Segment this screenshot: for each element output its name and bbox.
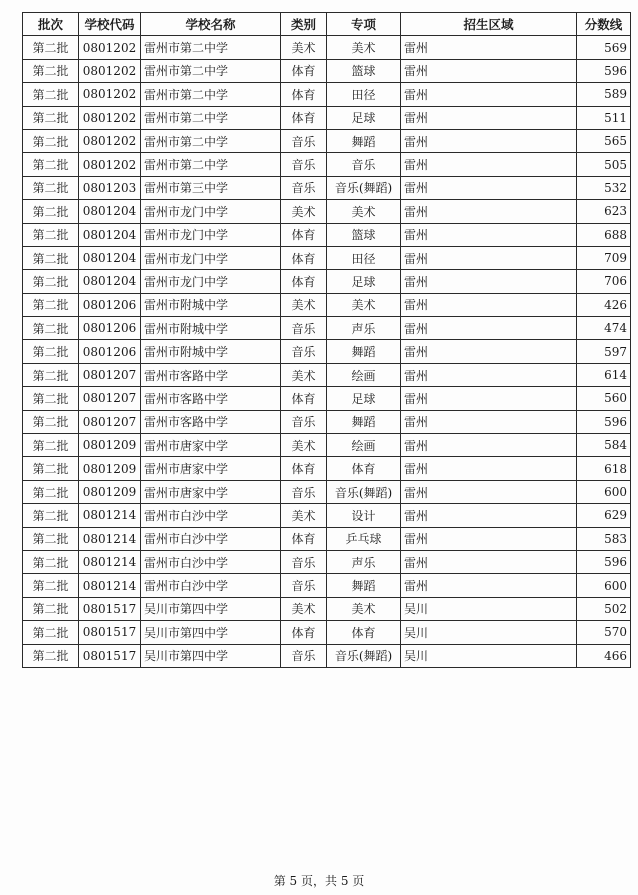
- cell-school-code: 0801209: [79, 480, 141, 503]
- cell-category: 音乐: [281, 550, 327, 573]
- table-row: [23, 574, 631, 597]
- cell-specialty: 篮球: [327, 223, 401, 246]
- cell-specialty: 体育: [327, 457, 401, 480]
- cell-school-code: 0801202: [79, 129, 141, 152]
- cell-school-code: 0801202: [79, 59, 141, 82]
- cell-specialty: 绘画: [327, 363, 401, 386]
- cell-batch: 第二批: [23, 59, 79, 82]
- table-row: [23, 129, 631, 152]
- cell-school-name: 雷州市唐家中学: [141, 434, 281, 457]
- table-row: [23, 317, 631, 340]
- table-row: [23, 176, 631, 199]
- cell-score-line: 596: [577, 550, 631, 573]
- cell-category: 音乐: [281, 153, 327, 176]
- table-row: [23, 200, 631, 223]
- cell-school-name: 雷州市龙门中学: [141, 270, 281, 293]
- cell-specialty: 体育: [327, 621, 401, 644]
- cell-school-name: 雷州市龙门中学: [141, 223, 281, 246]
- table-row: [23, 106, 631, 129]
- cell-school-name: 雷州市第二中学: [141, 129, 281, 152]
- cell-score-line: 474: [577, 317, 631, 340]
- cell-school-code: 0801204: [79, 270, 141, 293]
- cell-score-line: 584: [577, 434, 631, 457]
- cell-category: 体育: [281, 457, 327, 480]
- cell-enrollment-region: 吴川: [401, 597, 577, 620]
- cell-batch: 第二批: [23, 550, 79, 573]
- cell-batch: 第二批: [23, 387, 79, 410]
- cell-school-code: 0801206: [79, 340, 141, 363]
- cell-school-name: 雷州市白沙中学: [141, 527, 281, 550]
- cell-school-name: 雷州市白沙中学: [141, 574, 281, 597]
- header-school-name: 学校名称: [141, 13, 281, 36]
- cell-category: 美术: [281, 597, 327, 620]
- cell-batch: 第二批: [23, 434, 79, 457]
- table-row: [23, 153, 631, 176]
- cell-enrollment-region: 雷州: [401, 246, 577, 269]
- cell-school-name: 雷州市唐家中学: [141, 480, 281, 503]
- cell-enrollment-region: 雷州: [401, 223, 577, 246]
- cell-category: 美术: [281, 293, 327, 316]
- cell-category: 体育: [281, 270, 327, 293]
- cell-score-line: 502: [577, 597, 631, 620]
- cell-enrollment-region: 雷州: [401, 293, 577, 316]
- header-score-line: 分数线: [577, 13, 631, 36]
- cell-batch: 第二批: [23, 153, 79, 176]
- cell-score-line: 596: [577, 410, 631, 433]
- cell-category: 音乐: [281, 317, 327, 340]
- table-row: [23, 270, 631, 293]
- cell-school-name: 雷州市唐家中学: [141, 457, 281, 480]
- table-row: [23, 410, 631, 433]
- cell-specialty: 舞蹈: [327, 129, 401, 152]
- cell-specialty: 田径: [327, 83, 401, 106]
- cell-specialty: 声乐: [327, 550, 401, 573]
- table-row: [23, 363, 631, 386]
- cell-score-line: 583: [577, 527, 631, 550]
- table-row: [23, 527, 631, 550]
- cell-school-name: 雷州市第二中学: [141, 83, 281, 106]
- cell-category: 体育: [281, 59, 327, 82]
- cell-category: 体育: [281, 83, 327, 106]
- cell-score-line: 709: [577, 246, 631, 269]
- cell-category: 美术: [281, 36, 327, 59]
- cell-batch: 第二批: [23, 340, 79, 363]
- cell-school-name: 吴川市第四中学: [141, 621, 281, 644]
- table-row: [23, 36, 631, 59]
- cell-score-line: 560: [577, 387, 631, 410]
- cell-category: 美术: [281, 200, 327, 223]
- cell-enrollment-region: 雷州: [401, 36, 577, 59]
- cell-school-code: 0801517: [79, 597, 141, 620]
- cell-specialty: 美术: [327, 200, 401, 223]
- cell-school-name: 吴川市第四中学: [141, 644, 281, 667]
- header-specialty: 专项: [327, 13, 401, 36]
- cell-batch: 第二批: [23, 106, 79, 129]
- table-row: [23, 293, 631, 316]
- cell-batch: 第二批: [23, 83, 79, 106]
- cell-enrollment-region: 雷州: [401, 480, 577, 503]
- cell-enrollment-region: 雷州: [401, 410, 577, 433]
- cell-school-code: 0801207: [79, 410, 141, 433]
- cell-enrollment-region: 雷州: [401, 504, 577, 527]
- cell-school-name: 雷州市第二中学: [141, 153, 281, 176]
- cell-batch: 第二批: [23, 246, 79, 269]
- cell-score-line: 532: [577, 176, 631, 199]
- cell-score-line: 597: [577, 340, 631, 363]
- cell-enrollment-region: 雷州: [401, 176, 577, 199]
- table-row: [23, 644, 631, 667]
- cell-score-line: 426: [577, 293, 631, 316]
- cell-batch: 第二批: [23, 527, 79, 550]
- cell-batch: 第二批: [23, 480, 79, 503]
- cell-score-line: 589: [577, 83, 631, 106]
- table-row: [23, 340, 631, 363]
- table-body: [23, 36, 631, 668]
- cell-enrollment-region: 雷州: [401, 270, 577, 293]
- cell-enrollment-region: 雷州: [401, 129, 577, 152]
- cell-score-line: 505: [577, 153, 631, 176]
- cell-school-name: 雷州市白沙中学: [141, 504, 281, 527]
- cell-category: 音乐: [281, 176, 327, 199]
- cell-enrollment-region: 雷州: [401, 200, 577, 223]
- cell-enrollment-region: 雷州: [401, 59, 577, 82]
- cell-category: 音乐: [281, 410, 327, 433]
- cell-school-name: 雷州市客路中学: [141, 363, 281, 386]
- cell-school-code: 0801204: [79, 223, 141, 246]
- cell-specialty: 美术: [327, 597, 401, 620]
- cell-score-line: 466: [577, 644, 631, 667]
- cell-enrollment-region: 吴川: [401, 621, 577, 644]
- cell-specialty: 美术: [327, 36, 401, 59]
- cell-enrollment-region: 雷州: [401, 317, 577, 340]
- table-row: [23, 83, 631, 106]
- cell-enrollment-region: 雷州: [401, 363, 577, 386]
- admission-score-table: [22, 12, 631, 668]
- cell-category: 体育: [281, 387, 327, 410]
- cell-school-code: 0801206: [79, 317, 141, 340]
- cell-specialty: 田径: [327, 246, 401, 269]
- cell-school-code: 0801214: [79, 527, 141, 550]
- cell-school-code: 0801209: [79, 434, 141, 457]
- cell-school-name: 雷州市龙门中学: [141, 246, 281, 269]
- cell-category: 体育: [281, 246, 327, 269]
- cell-school-code: 0801517: [79, 644, 141, 667]
- cell-school-code: 0801214: [79, 574, 141, 597]
- cell-enrollment-region: 雷州: [401, 434, 577, 457]
- cell-school-name: 雷州市第二中学: [141, 106, 281, 129]
- table-row: [23, 597, 631, 620]
- cell-score-line: 565: [577, 129, 631, 152]
- cell-batch: 第二批: [23, 270, 79, 293]
- cell-category: 体育: [281, 527, 327, 550]
- cell-score-line: 706: [577, 270, 631, 293]
- cell-score-line: 618: [577, 457, 631, 480]
- table-row: [23, 504, 631, 527]
- cell-category: 美术: [281, 504, 327, 527]
- cell-score-line: 596: [577, 59, 631, 82]
- cell-batch: 第二批: [23, 176, 79, 199]
- cell-school-code: 0801209: [79, 457, 141, 480]
- cell-batch: 第二批: [23, 223, 79, 246]
- cell-batch: 第二批: [23, 200, 79, 223]
- cell-category: 美术: [281, 434, 327, 457]
- cell-batch: 第二批: [23, 36, 79, 59]
- cell-score-line: 614: [577, 363, 631, 386]
- cell-batch: 第二批: [23, 644, 79, 667]
- cell-school-name: 雷州市附城中学: [141, 340, 281, 363]
- cell-category: 美术: [281, 363, 327, 386]
- header-category: 类别: [281, 13, 327, 36]
- cell-school-name: 雷州市龙门中学: [141, 200, 281, 223]
- cell-school-code: 0801517: [79, 621, 141, 644]
- cell-enrollment-region: 吴川: [401, 644, 577, 667]
- header-school-code: 学校代码: [79, 13, 141, 36]
- cell-enrollment-region: 雷州: [401, 550, 577, 573]
- cell-score-line: 688: [577, 223, 631, 246]
- cell-enrollment-region: 雷州: [401, 387, 577, 410]
- cell-category: 音乐: [281, 340, 327, 363]
- cell-school-code: 0801202: [79, 36, 141, 59]
- cell-batch: 第二批: [23, 410, 79, 433]
- cell-school-code: 0801206: [79, 293, 141, 316]
- cell-category: 音乐: [281, 574, 327, 597]
- cell-school-code: 0801202: [79, 153, 141, 176]
- cell-batch: 第二批: [23, 597, 79, 620]
- cell-score-line: 511: [577, 106, 631, 129]
- cell-category: 音乐: [281, 644, 327, 667]
- cell-specialty: 舞蹈: [327, 410, 401, 433]
- cell-enrollment-region: 雷州: [401, 574, 577, 597]
- cell-score-line: 600: [577, 480, 631, 503]
- cell-category: 音乐: [281, 129, 327, 152]
- cell-batch: 第二批: [23, 504, 79, 527]
- cell-category: 体育: [281, 621, 327, 644]
- cell-school-name: 吴川市第四中学: [141, 597, 281, 620]
- table-row: [23, 550, 631, 573]
- cell-specialty: 足球: [327, 387, 401, 410]
- cell-specialty: 绘画: [327, 434, 401, 457]
- table-row: [23, 434, 631, 457]
- table-row: [23, 59, 631, 82]
- cell-specialty: 乒乓球: [327, 527, 401, 550]
- cell-school-code: 0801204: [79, 200, 141, 223]
- cell-school-code: 0801202: [79, 106, 141, 129]
- cell-specialty: 足球: [327, 270, 401, 293]
- table-row: [23, 387, 631, 410]
- cell-specialty: 舞蹈: [327, 340, 401, 363]
- cell-school-code: 0801204: [79, 246, 141, 269]
- cell-score-line: 623: [577, 200, 631, 223]
- cell-specialty: 音乐(舞蹈): [327, 644, 401, 667]
- cell-school-code: 0801202: [79, 83, 141, 106]
- cell-batch: 第二批: [23, 574, 79, 597]
- cell-school-name: 雷州市第二中学: [141, 59, 281, 82]
- cell-specialty: 足球: [327, 106, 401, 129]
- cell-school-name: 雷州市附城中学: [141, 293, 281, 316]
- cell-school-name: 雷州市附城中学: [141, 317, 281, 340]
- cell-enrollment-region: 雷州: [401, 340, 577, 363]
- cell-enrollment-region: 雷州: [401, 106, 577, 129]
- cell-batch: 第二批: [23, 293, 79, 316]
- cell-specialty: 篮球: [327, 59, 401, 82]
- cell-batch: 第二批: [23, 457, 79, 480]
- cell-batch: 第二批: [23, 621, 79, 644]
- cell-school-code: 0801203: [79, 176, 141, 199]
- cell-school-name: 雷州市第三中学: [141, 176, 281, 199]
- header-enrollment-region: 招生区域: [401, 13, 577, 36]
- cell-enrollment-region: 雷州: [401, 153, 577, 176]
- cell-school-name: 雷州市客路中学: [141, 387, 281, 410]
- cell-enrollment-region: 雷州: [401, 83, 577, 106]
- cell-score-line: 629: [577, 504, 631, 527]
- cell-specialty: 美术: [327, 293, 401, 316]
- cell-specialty: 音乐: [327, 153, 401, 176]
- cell-category: 体育: [281, 223, 327, 246]
- cell-batch: 第二批: [23, 317, 79, 340]
- cell-school-name: 雷州市第二中学: [141, 36, 281, 59]
- cell-school-code: 0801207: [79, 387, 141, 410]
- table-row: [23, 480, 631, 503]
- cell-category: 音乐: [281, 480, 327, 503]
- table-header-row: [23, 13, 631, 36]
- table-row: [23, 223, 631, 246]
- cell-school-code: 0801207: [79, 363, 141, 386]
- cell-specialty: 舞蹈: [327, 574, 401, 597]
- cell-school-code: 0801214: [79, 550, 141, 573]
- cell-specialty: 音乐(舞蹈): [327, 480, 401, 503]
- cell-school-name: 雷州市客路中学: [141, 410, 281, 433]
- cell-school-name: 雷州市白沙中学: [141, 550, 281, 573]
- cell-specialty: 音乐(舞蹈): [327, 176, 401, 199]
- cell-score-line: 569: [577, 36, 631, 59]
- header-batch: 批次: [23, 13, 79, 36]
- cell-batch: 第二批: [23, 129, 79, 152]
- cell-specialty: 设计: [327, 504, 401, 527]
- cell-enrollment-region: 雷州: [401, 457, 577, 480]
- cell-score-line: 600: [577, 574, 631, 597]
- table-row: [23, 457, 631, 480]
- cell-category: 体育: [281, 106, 327, 129]
- cell-specialty: 声乐: [327, 317, 401, 340]
- table-row: [23, 621, 631, 644]
- cell-score-line: 570: [577, 621, 631, 644]
- cell-enrollment-region: 雷州: [401, 527, 577, 550]
- table-row: [23, 246, 631, 269]
- cell-school-code: 0801214: [79, 504, 141, 527]
- page-number-footer: 第 5 页，共 5 页: [273, 874, 365, 888]
- cell-batch: 第二批: [23, 363, 79, 386]
